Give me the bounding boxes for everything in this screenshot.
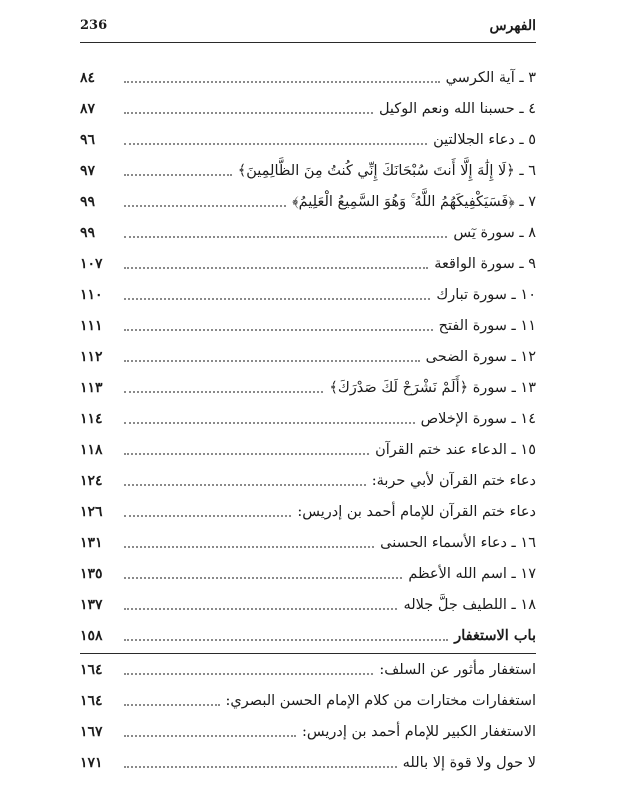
toc-entry (80, 589, 536, 620)
toc-entry-title: دعاء ختم القرآن للإمام أحمد بن إدريس: (297, 503, 536, 520)
toc-entry-page: ١٢٤ (80, 472, 103, 489)
page-number: 236 (80, 18, 108, 33)
toc-entry-page: ١١٤ (80, 410, 103, 427)
dot-leader (124, 484, 366, 486)
toc-entry-title: ١٨ ـ اللطيف جلَّ جلاله (403, 596, 536, 613)
toc-entry (80, 747, 536, 778)
dot-leader (124, 205, 286, 207)
dot-leader (124, 174, 232, 176)
dot-leader (124, 267, 428, 269)
toc-entry-page: ١١٢ (80, 348, 103, 365)
toc-entry-page: ٨٤ (80, 69, 96, 86)
toc-entry-page: ٩٦ (80, 131, 96, 148)
dot-leader (124, 515, 291, 517)
dot-leader (124, 298, 430, 300)
dot-leader (124, 360, 420, 362)
dot-leader (124, 391, 323, 393)
toc-entry-title: استغفارات مختارات من كلام الإمام الحسن البصري: (225, 692, 536, 709)
toc-entry (80, 124, 536, 155)
toc-entry (80, 279, 536, 310)
toc-entry-title: ٣ ـ آية الكرسي (445, 69, 536, 86)
toc-entry-page: ٩٩ (80, 193, 96, 210)
toc-entry (80, 527, 536, 558)
dot-leader (124, 735, 296, 737)
dot-leader (124, 143, 427, 145)
toc-entry-title: ٤ ـ حسبنا الله ونعم الوكيل (378, 100, 536, 117)
toc-entry-title: استغفار مأثور عن السلف: (379, 661, 536, 678)
toc-entry (80, 248, 536, 279)
toc-entry (80, 685, 536, 716)
toc-entry (80, 155, 536, 186)
dot-leader (124, 453, 369, 455)
toc-entry-page: ١٦٤ (80, 661, 103, 678)
toc-entry-title: ١٠ ـ سورة تبارك (436, 286, 536, 303)
dot-leader (124, 608, 397, 610)
toc-entry (80, 341, 536, 372)
dot-leader (124, 639, 448, 641)
toc-entry-title: لا حول ولا قوة إلا بالله (402, 754, 536, 771)
toc-entry (80, 654, 536, 685)
dot-leader (124, 577, 402, 579)
toc-entry-title: ١٤ ـ سورة الإخلاص (420, 410, 536, 427)
toc-entry-title: ٥ ـ دعاء الجلالتين (433, 131, 536, 148)
toc-entry-page: ١٧١ (80, 754, 103, 771)
dot-leader (124, 422, 415, 424)
toc-section-heading (80, 620, 536, 651)
toc-entry-title: الاستغفار الكبير للإمام أحمد بن إدريس: (301, 723, 536, 740)
toc-entry (80, 558, 536, 589)
toc-entry-title: ١٢ ـ سورة الضحى (425, 348, 536, 365)
toc-entry-page: ٩٩ (80, 224, 96, 241)
toc-entry-title: ٨ ـ سورة يٓس (453, 224, 536, 241)
toc-entry-title: ١٥ ـ الدعاء عند ختم القرآن (375, 441, 536, 458)
dot-leader (124, 546, 374, 548)
dot-leader (124, 766, 397, 768)
dot-leader (124, 112, 373, 114)
dot-leader (124, 329, 433, 331)
toc-entry-title: ٦ ـ ﴿لَا إِلَٰهَ إِلَّا أَنتَ سُبْحَانَكَ إِنِّي كُنتُ مِنَ الظَّالِمِينَ﴾ (237, 162, 536, 179)
toc-entry-page: ١٣٧ (80, 596, 103, 613)
toc-entry (80, 496, 536, 527)
toc-entry-page: ١٢٦ (80, 503, 103, 520)
toc-entry (80, 465, 536, 496)
toc-entry (80, 93, 536, 124)
toc-entry-page: ١١٨ (80, 441, 103, 458)
toc-entry-title: ١٦ ـ دعاء الأسماء الحسنى (380, 534, 536, 551)
toc-entry (80, 434, 536, 465)
toc-entry (80, 186, 536, 217)
dot-leader (124, 704, 220, 706)
toc-entry-page: ١١٠ (80, 286, 103, 303)
toc-entry-page: ٨٧ (80, 100, 96, 117)
toc-entry-page: ١٣٥ (80, 565, 103, 582)
toc-entry (80, 716, 536, 747)
toc-entry-title: ٧ ـ ﴿فَسَيَكْفِيكَهُمُ اللَّهُ ۚ وَهُوَ السَّمِيعُ الْعَلِيمُ﴾ (292, 193, 536, 210)
section-page: ١٥٨ (80, 627, 103, 644)
toc-entry (80, 372, 536, 403)
table-of-contents (80, 62, 536, 778)
toc-entry-page: ١٣١ (80, 534, 103, 551)
toc-entry (80, 217, 536, 248)
toc-entry-page: ١٦٤ (80, 692, 103, 709)
dot-leader (124, 81, 440, 83)
toc-entry (80, 62, 536, 93)
toc-entry-title: ٩ ـ سورة الواقعة (434, 255, 536, 272)
header-title: الفهرس (489, 18, 536, 34)
toc-entry-page: ١٠٧ (80, 255, 103, 272)
dot-leader (124, 236, 447, 238)
page-header (80, 16, 536, 43)
toc-entry-title: ١١ ـ سورة الفتح (438, 317, 536, 334)
toc-entry-page: ١١١ (80, 317, 103, 334)
toc-entry-title: ١٣ ـ سورة ﴿أَلَمْ نَشْرَحْ لَكَ صَدْرَكَ﴾ (329, 379, 536, 396)
toc-entry-page: ١٦٧ (80, 723, 103, 740)
dot-leader (124, 673, 373, 675)
toc-entry-title: دعاء ختم القرآن لأبي حربة: (371, 472, 536, 489)
toc-entry-page: ٩٧ (80, 162, 96, 179)
section-title: باب الاستغفار (454, 627, 536, 644)
toc-entry-page: ١١٣ (80, 379, 103, 396)
toc-entry (80, 403, 536, 434)
toc-entry (80, 310, 536, 341)
toc-entry-title: ١٧ ـ اسم الله الأعظم (408, 565, 536, 582)
